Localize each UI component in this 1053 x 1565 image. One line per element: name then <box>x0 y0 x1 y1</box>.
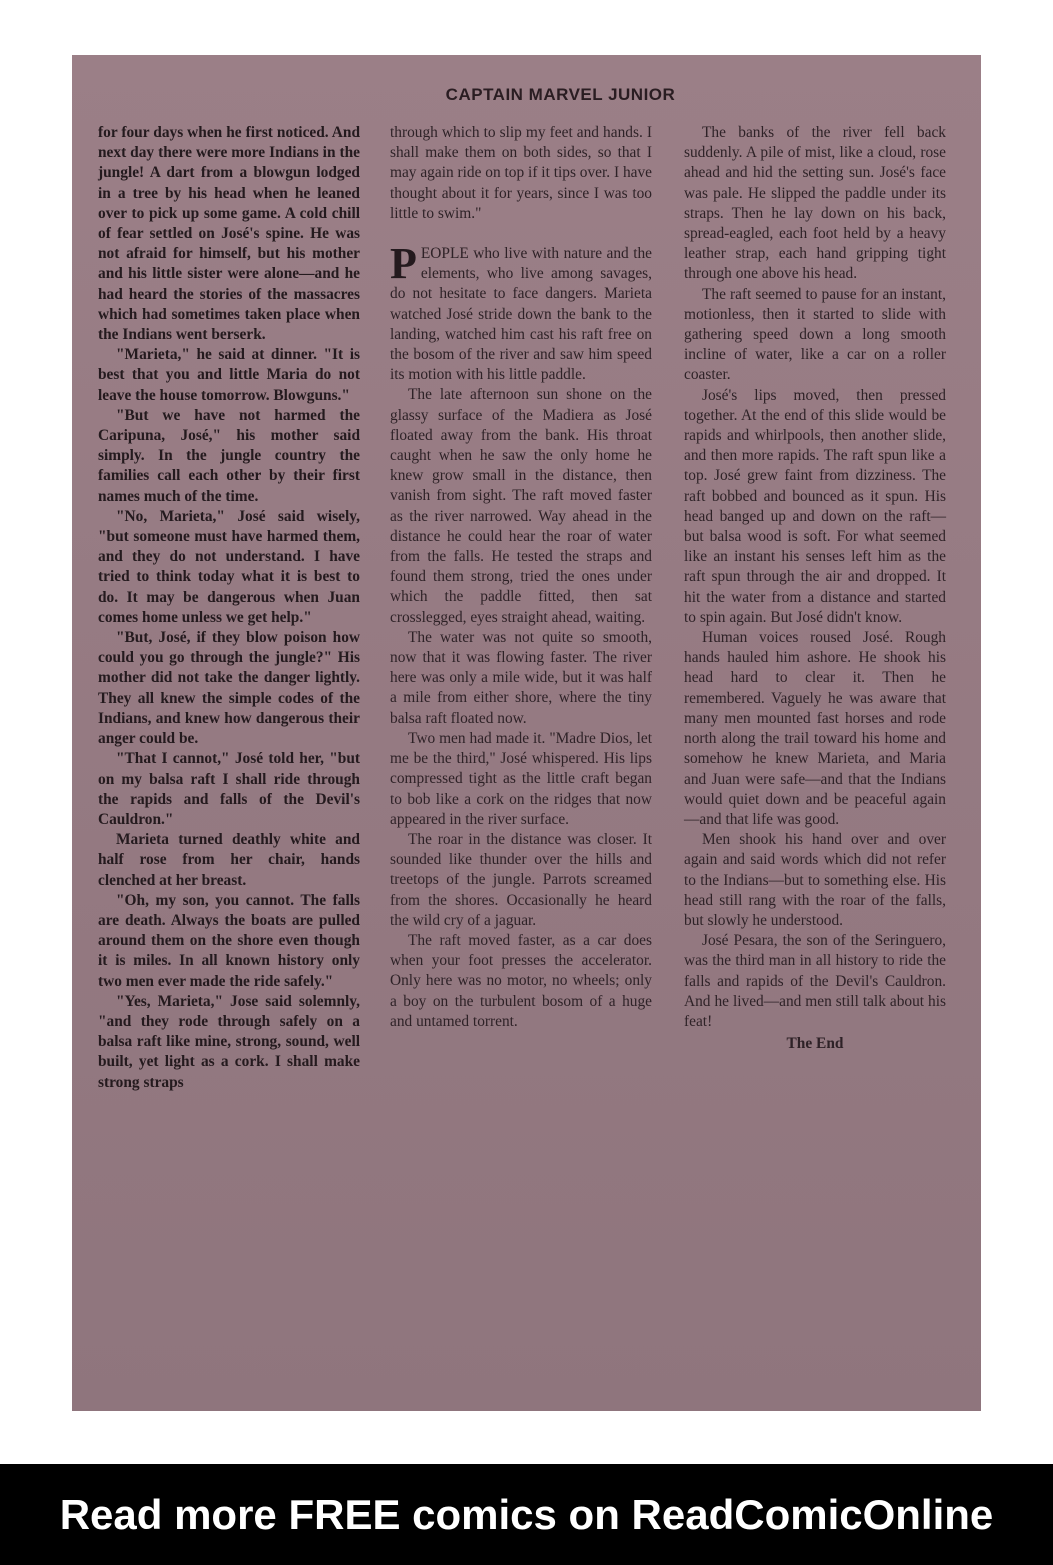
paragraph: "That I cannot," José told her, "but on my balsa raft I shall ride through the rapids and falls of the Devil's Cauldron." <box>98 750 360 828</box>
paragraph: through which to slip my feet and hands. I shall make them on both sides, so that I may again ride on top if it tips over. I have thought about it for years, since I was too little to swim." <box>390 124 653 222</box>
paragraph: "Yes, Marieta," Jose said solemnly, "and they rode through safely on a balsa raft like mine, strong, sound, well built, yet light as a cork. I shall make strong straps <box>98 992 360 1091</box>
text-column-3 <box>684 123 946 1054</box>
paragraph: Two men had made it. "Madre Dios, let me be the third," José whispered. His lips compressed tight as the little craft began to bob like a cork on the ridges that now appeared in the river surface. <box>390 729 652 828</box>
scanned-page <box>72 55 981 1411</box>
paragraph: "Marieta," he said at dinner. "It is best that you and little Maria do not leave the house tomorrow. Blowguns." <box>98 346 360 404</box>
paragraph: The raft moved faster, as a car does when your foot presses the accelerator. Only here was no motor, no wheels; only a boy on the turbulent bosom of a huge and untamed torrent. <box>390 931 652 1030</box>
running-head: CAPTAIN MARVEL JUNIOR <box>445 85 676 104</box>
paragraph: Human voices roused José. Rough hands hauled him ashore. He shook his head hard to clear it. Then he remembered. Vaguely he was aware that many men mounted fast horses and rode north along the trail toward his home and somehow he knew Marieta, and Maria and Juan were safe—and that the Indians would quiet down and be peaceful again—and that life was good. <box>684 629 946 828</box>
paragraph: Men shook his hand over and over again and said words which did not refer to the Indians—but to something else. His head still rang with the roar of the falls, but slowly he understood. <box>684 831 946 929</box>
paragraph: The water was not quite so smooth, now that it was flowing faster. The river here was only a mile wide, but it was half a mile from either shore, where the tiny balsa raft floated now. <box>390 628 652 727</box>
paragraph: "But, José, if they blow poison how could you go through the jungle?" His mother did not take the danger lightly. They all knew the simple codes of the Indians, and knew how dangerous their anger could be. <box>98 629 360 748</box>
paragraph: "No, Marieta," José said wisely, "but someone must have harmed them, and they do not understand. I have tried to think today what it is best to do. It may be dangerous when Juan comes home unless we get help." <box>98 507 360 626</box>
paragraph: The roar in the distance was closer. It sounded like thunder over the hills and treetops of the jungle. Parrots screamed from the shores. Occasionally he heard the wild cry of a jaguar. <box>390 830 652 929</box>
paragraph: "Oh, my son, you cannot. The falls are death. Always the boats are pulled around them on the shore even though it is miles. In all known history only two men ever made the ride safely." <box>98 891 360 990</box>
paragraph: José Pesara, the son of the Seringuero, was the third man in all history to ride the falls and rapids of the Devil's Cauldron. And he lived—and men still talk about his feat! <box>684 932 946 1030</box>
paragraph: José's lips moved, then pressed together. At the end of this slide would be rapids and whirlpools, then another slide, and then more rapids. The raft spun like a top. José grew faint from dizziness. The raft bobbed and bounced as it spun. His head banged up and down on the raft—but balsa wood is soft. For what seemed like an instant his senses left him as the raft spun through the air and dropped. It hit the water from a distance and started to spin again. But José didn't know. <box>684 386 946 626</box>
dropcap-paragraph-text: EOPLE who live with nature and the elements, who live among savages, do not hesitate to face dangers. Marieta watched José stride down the bank to the landing, watched him cast his raft free on the bosom of the river and saw him speed its motion with his little paddle. <box>390 245 652 384</box>
paragraph: "But we have not harmed the Caripuna, José," his mother said simply. In the jungle country the families call each other by their first names much of the time. <box>98 406 360 505</box>
paragraph: The raft seemed to pause for an instant, motionless, then it started to slide with gathering speed down a long smooth incline of water, like a car on a roller coaster. <box>684 285 946 384</box>
text-column-1 <box>98 123 360 1093</box>
paragraph: for four days when he first noticed. And next day there were more Indians in the jungle! A dart from a blowgun lodged in a tree by his head when he leaned over to pick up some game. A cold chill of fear settled on José's spine. He was not afraid for himself, but his mother and his little sister were alone—and he had heard the stories of the massacres which had sometimes taken place when the Indians went berserk. <box>98 124 360 344</box>
drop-cap: P <box>390 239 417 289</box>
promo-banner[interactable] <box>0 1464 1053 1565</box>
text-column-2 <box>390 123 652 1032</box>
dropcap-paragraph <box>390 239 652 385</box>
paragraph: The late afternoon sun shone on the glassy surface of the Madiera as José floated away from the bank. His throat caught when he saw the only home he knew grow small in the distance, then vanish from sight. The raft moved faster as the river narrowed. Way ahead in the distance he could hear the roar of water from the falls. He tested the straps and found them strong, tried the ones under which the paddle fitted, then sat crosslegged, eyes straight ahead, waiting. <box>390 386 652 626</box>
promo-banner-text: Read more FREE comics on ReadComicOnline <box>59 1490 994 1538</box>
paragraph: The banks of the river fell back suddenly. A pile of mist, like a cloud, rose ahead and hid the setting sun. José's face was pale. He slipped the paddle under its straps. Then he lay down on his back, spread-eagled, each foot held by a heavy leather strap, each hand gripping tight through one above his head. <box>684 124 946 283</box>
paragraph: Marieta turned deathly white and half rose from her chair, hands clenched at her breast. <box>98 831 360 889</box>
the-end-label: The End <box>786 1035 844 1053</box>
